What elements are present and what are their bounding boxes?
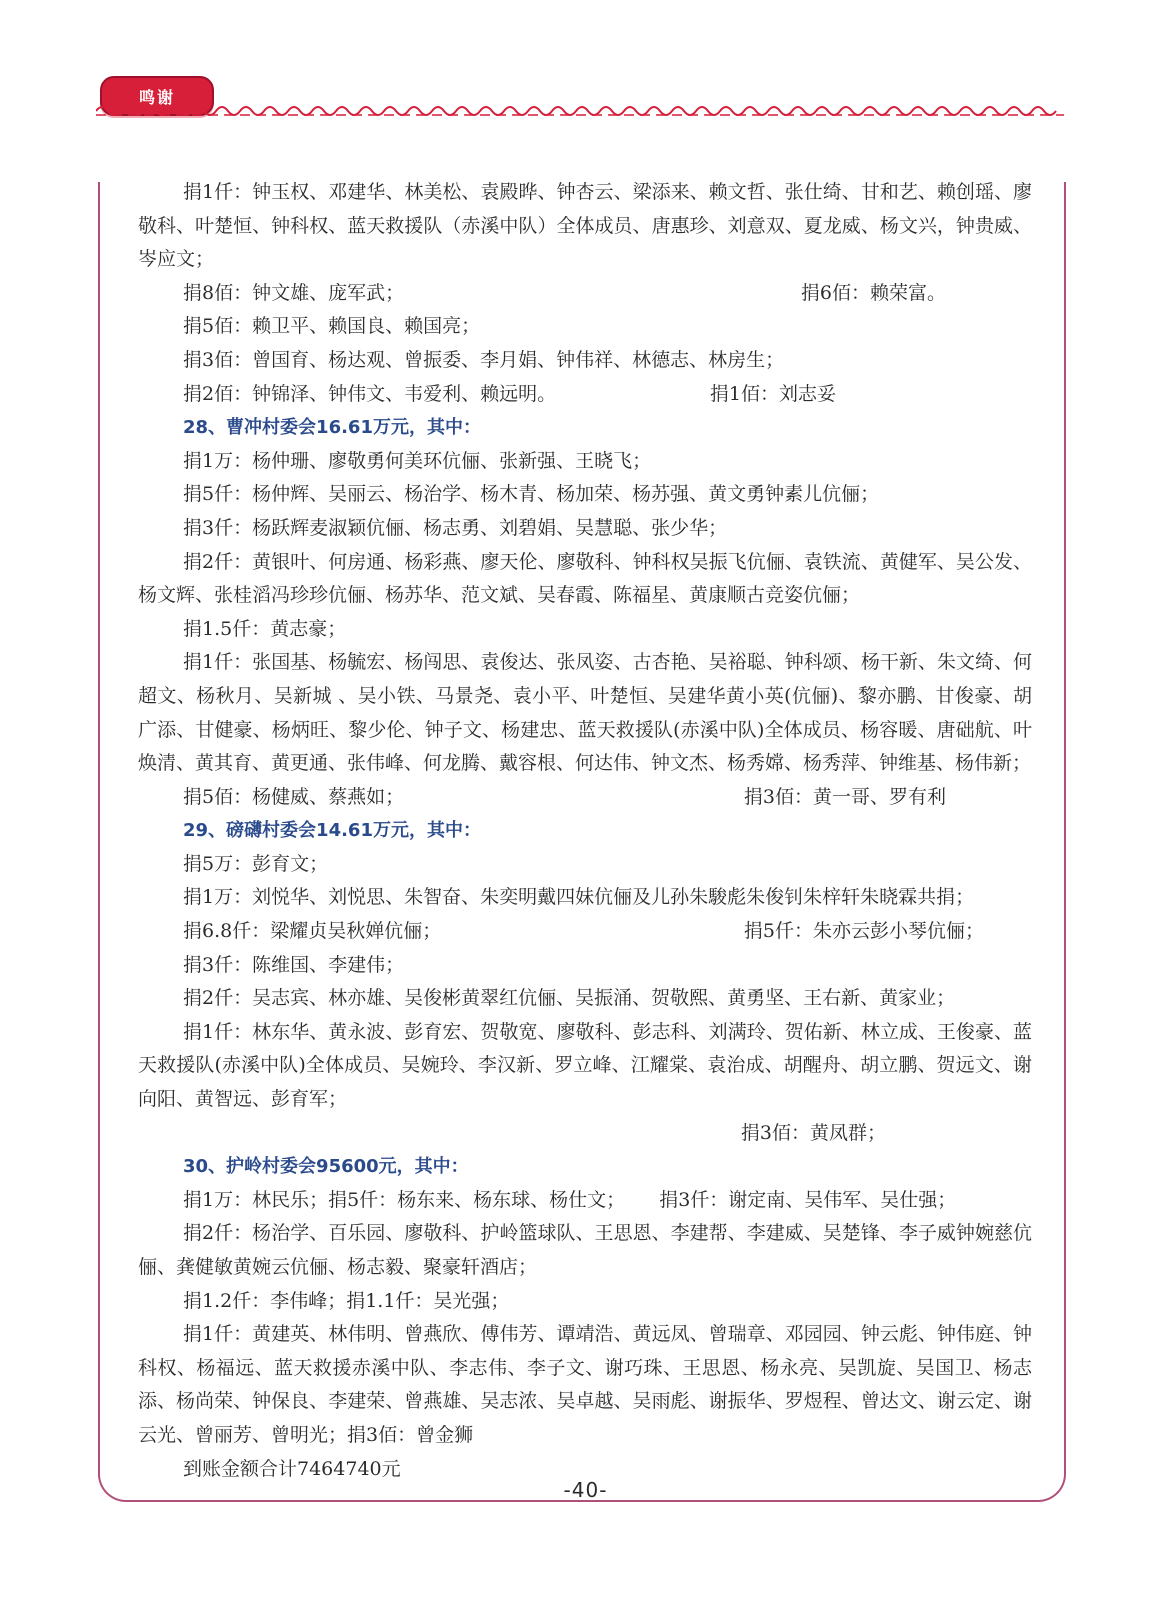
- section-heading: 28、曹冲村委会16.61万元，其中：: [183, 417, 481, 439]
- donor-line: 捐5仟：杨仲辉、吴丽云、杨治学、杨木青、杨加荣、杨苏强、黄文勇钟素儿伉俪；: [183, 483, 880, 506]
- donor-line-pair: 捐1万：林民乐；捐5仟：杨东来、杨东球、杨仕文； 捐3仟：谢定南、吴伟军、吴仕强；: [183, 1188, 957, 1211]
- donor-line: 捐1仟：林东华、黄永波、彭育宏、贺敬宽、廖敬科、彭志科、刘满玲、贺佑新、林立成、王俊豪、蓝天救援队(赤溪中队)全体成员、吴婉玲、李汉新、罗立峰、江耀棠、袁治成、胡醒舟、胡立鹏、贺远文、谢向阳、黄智远、彭育军；: [138, 1020, 1032, 1111]
- section-heading: 29、磅礴村委会14.61万元，其中：: [183, 820, 481, 842]
- donor-line: 捐1仟：黄建英、林伟明、曾燕欣、傅伟芳、谭靖浩、黄远凤、曾瑞章、邓园园、钟云彪、钟伟庭、钟科权、杨福远、蓝天救援赤溪中队、李志伟、李子文、谢巧珠、王思恩、杨永亮、吴凯旋、吴国卫、杨志添、杨尚荣、钟保良、李建荣、曾燕雄、吴志浓、吴卓越、吴雨彪、谢振华、罗煜程、曾达文、谢云定、谢云光、曾丽芳、曾明光；捐3佰：曾金狮: [138, 1323, 1032, 1446]
- section-heading: 30、护岭村委会95600元，其中：: [183, 1156, 469, 1178]
- donor-line: 捐1万：刘悦华、刘悦思、朱智奋、朱奕明戴四妹伉俪及儿孙朱駿彪朱俊钊朱梓轩朱晓霖共捐；: [183, 886, 975, 909]
- section-tag: 鸣谢: [100, 76, 214, 116]
- donor-line: 捐5佰：赖卫平、赖国良、赖国亮；: [183, 315, 481, 338]
- donor-line-pair: 捐8佰：钟文雄、庞军武； 捐6佰：赖荣富。: [183, 281, 946, 304]
- donor-line: 捐2仟：吴志宾、林亦雄、吴俊彬黄翠红伉俪、吴振涌、贺敬熙、黄勇坚、王右新、黄家业；: [183, 987, 956, 1010]
- donor-line: 捐3佰：曾国育、杨达观、曾振委、李月娟、钟伟祥、林德志、林房生；: [183, 348, 785, 371]
- page-number: -40-: [563, 1478, 608, 1502]
- donor-line-pair: 捐5佰：杨健威、蔡燕如； 捐3佰：黄一哥、罗有利: [183, 785, 946, 808]
- donor-line: 捐1.2仟：李伟峰；捐1.1仟：吴光强；: [183, 1289, 510, 1312]
- donor-line: 捐2仟：黄银叶、何房通、杨彩燕、廖天伦、廖敬科、钟科权吴振飞伉俪、袁铁流、黄健军、吴公发、杨文辉、张桂滔冯珍珍伉俪、杨苏华、范文斌、吴春霞、陈福星、黄康顺古竞姿伉俪；: [138, 550, 1032, 607]
- donor-line: 捐1仟：张国基、杨毓宏、杨闯思、袁俊达、张凤姿、古杏艳、吴裕聪、钟科颂、杨干新、朱文绮、何超文、杨秋月、吴新城 、吴小铁、马景尧、袁小平、叶楚恒、吴建华黄小英(伉俪)、黎亦鹏、甘俊豪、胡广添、甘健豪、杨炳旺、黎少伦、钟子文、杨建忠、蓝天救援队(赤溪中队)全体成员、杨容暖、唐础航、叶焕清、黄其育、黄更通、张伟峰、何龙腾、戴容根、何达伟、钟文杰、杨秀嫦、杨秀萍、钟维基、杨伟新；: [138, 651, 1032, 775]
- donor-line-pair: 捐6.8仟：梁耀贞吴秋婵伉俪； 捐5仟：朱亦云彭小琴伉俪；: [183, 920, 984, 943]
- header-wave-decoration: [96, 100, 1064, 122]
- donor-line-pair: 捐2佰：钟锦泽、钟伟文、韦爱利、赖远明。 捐1佰：刘志妥: [183, 382, 836, 405]
- donor-line: 捐3仟：杨跃辉麦淑颖伉俪、杨志勇、刘碧娟、吴慧聪、张少华；: [183, 516, 728, 539]
- total-amount: 到账金额合计7464740元: [183, 1457, 401, 1480]
- donor-line: 捐2仟：杨治学、百乐园、廖敬科、护岭篮球队、王思恩、李建帮、李建威、吴楚锋、李子威钟婉慈伉俪、龚健敏黄婉云伉俪、杨志毅、聚豪轩酒店；: [138, 1222, 1032, 1278]
- donor-line: 捐1仟：钟玉权、邓建华、林美松、袁殿晔、钟杏云、梁添来、赖文哲、张仕绮、甘和艺、赖创瑶、廖敬科、叶楚恒、钟科权、蓝天救援队（赤溪中队）全体成员、唐惠珍、刘意双、夏龙威、杨文兴，钟贵威、岑应文；: [138, 181, 1032, 271]
- donor-line: 捐5万：彭育文；: [183, 852, 329, 875]
- donor-line-pair: 捐3佰：黄凤群；: [740, 1121, 886, 1144]
- donor-line: 捐3仟：陈维国、李建伟；: [183, 953, 405, 976]
- donor-line: 捐1万：杨仲珊、廖敬勇何美环伉俪、张新强、王晓飞；: [183, 449, 652, 472]
- donation-list: [138, 176, 1032, 1486]
- donor-line: 捐1.5仟：黄志豪；: [183, 617, 347, 640]
